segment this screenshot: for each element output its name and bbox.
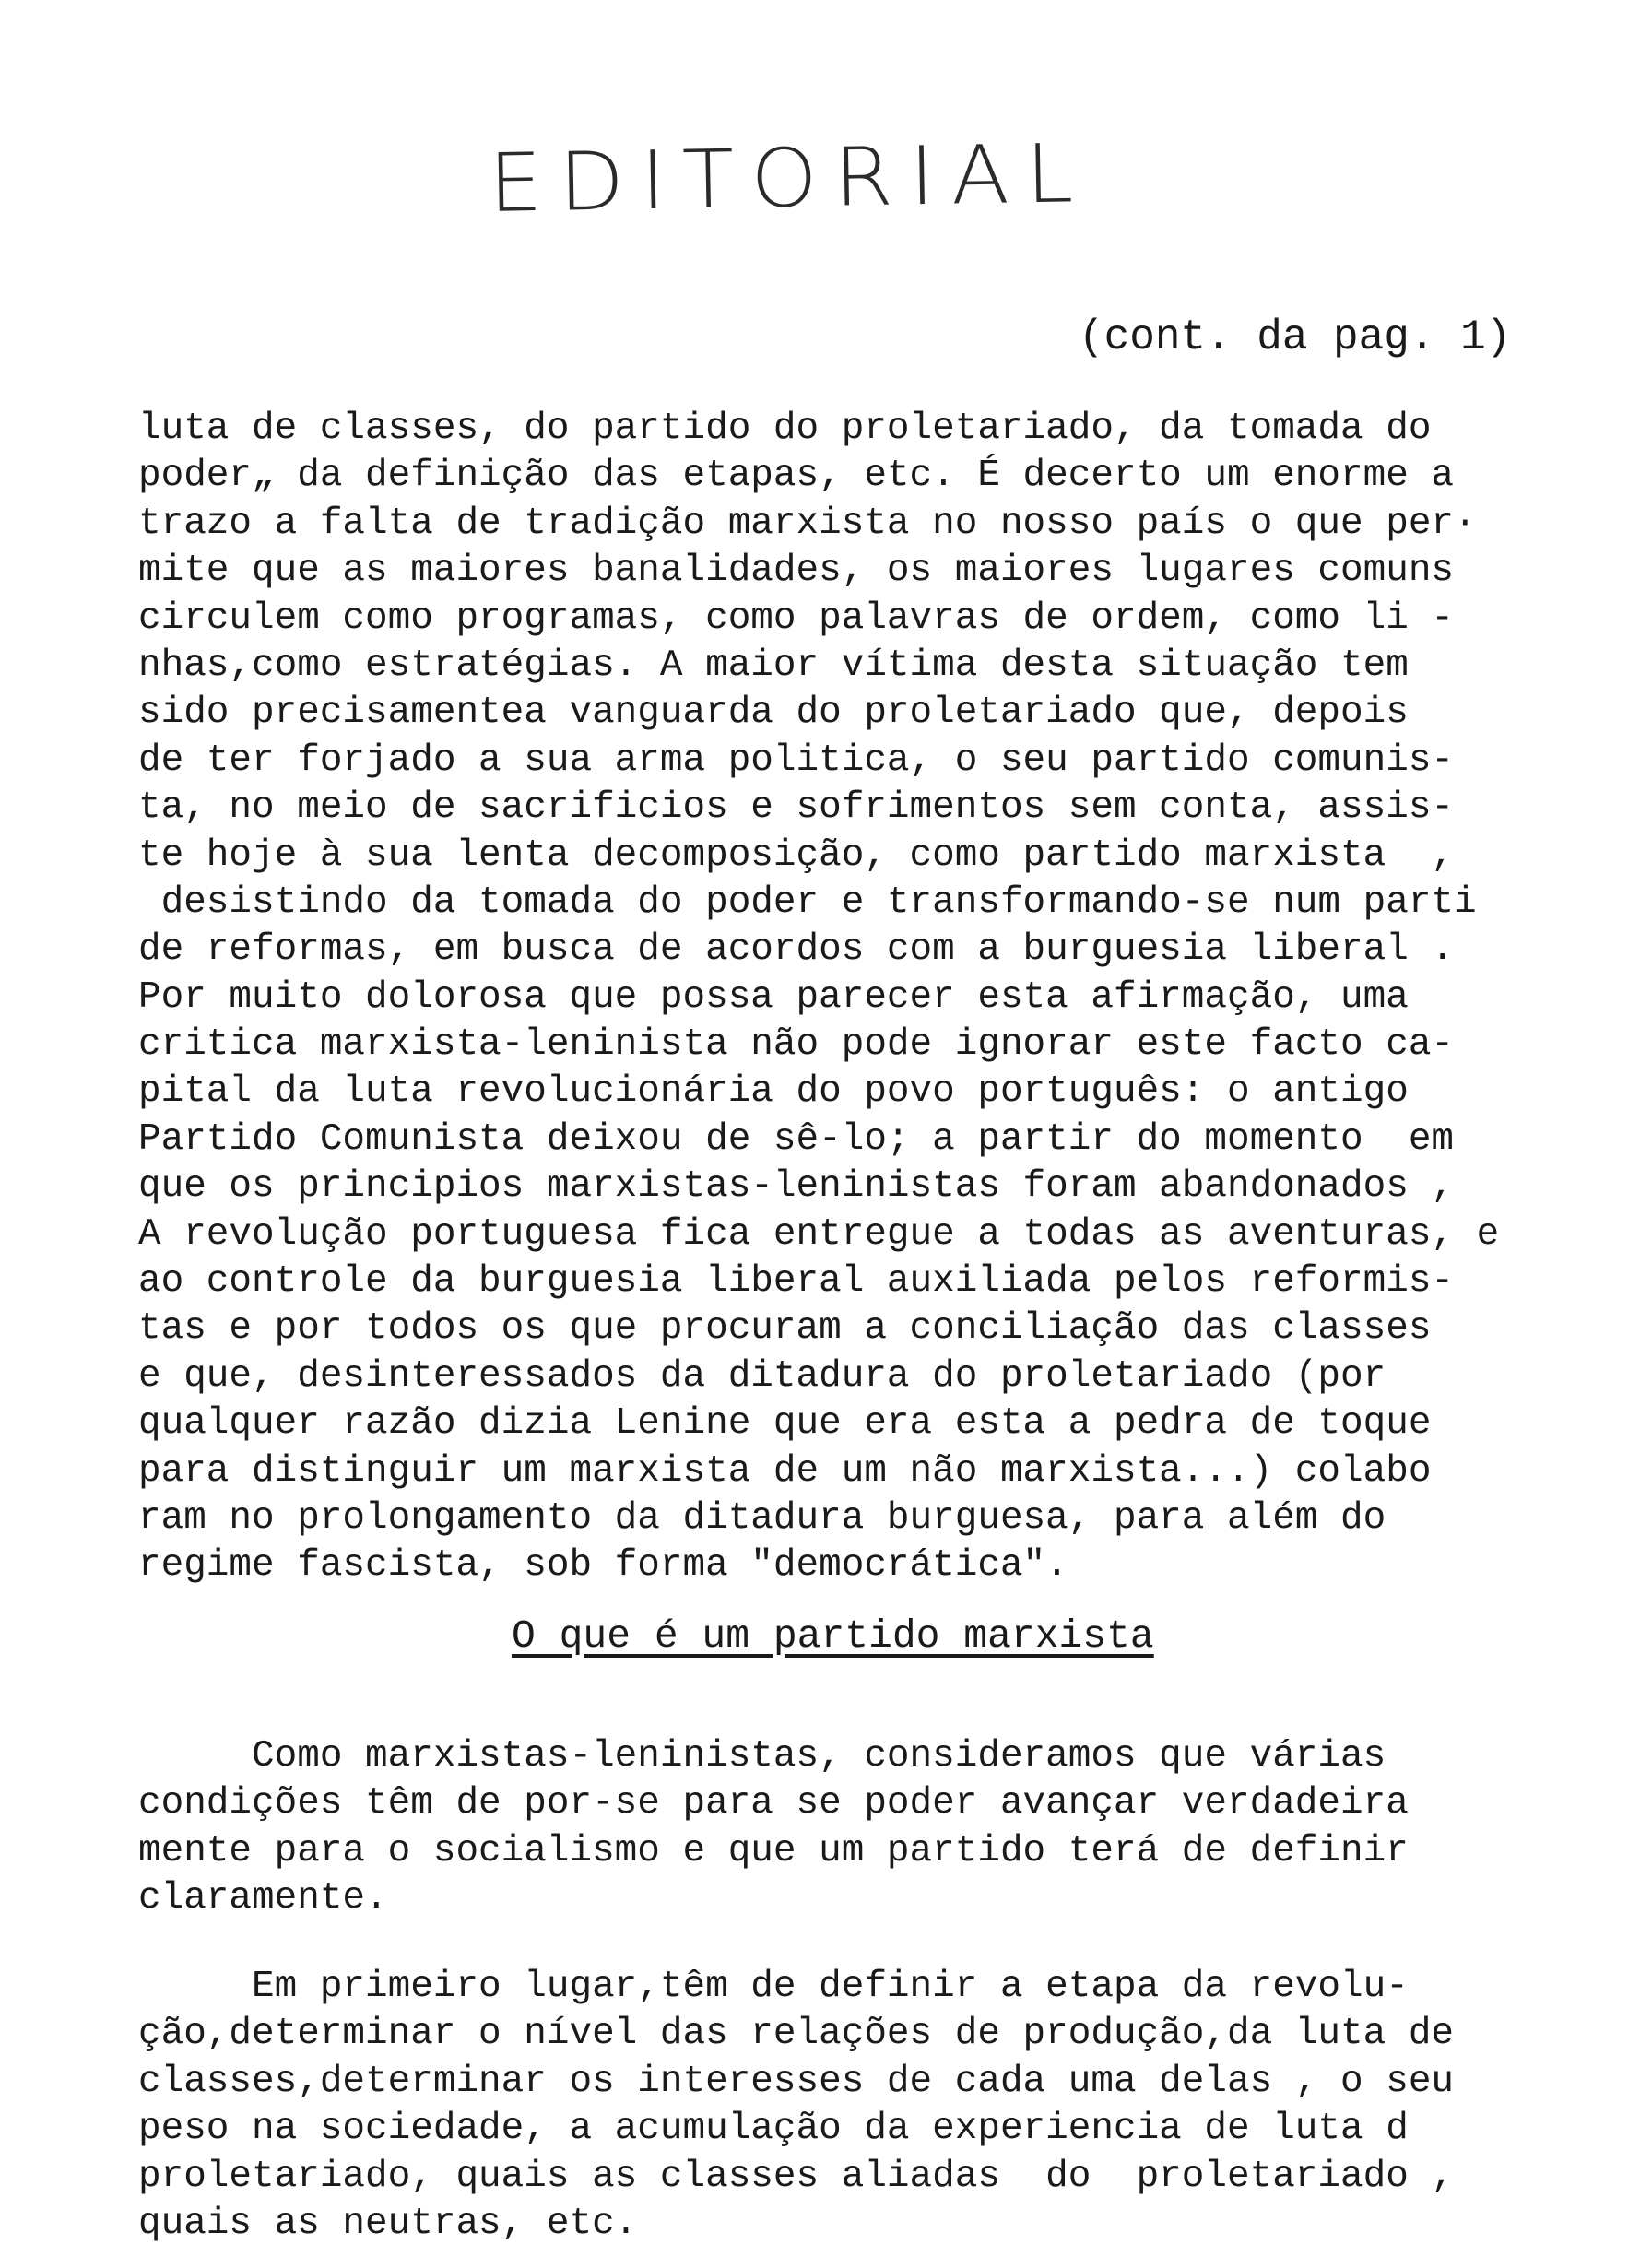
text-line: qualquer razão dizia Lenine que era esta a pedra de toque [138,1402,1432,1446]
continuation-note: (cont. da pag. 1) [1079,313,1512,361]
text-line: proletariado, quais as classes aliadas do proletariado , [138,2155,1455,2198]
text-line: ção,determinar o nível das relações de produção,da luta de [138,2013,1455,2056]
text-line: quais as neutras, etc. [138,2202,638,2245]
text-line: trazo a falta de tradição marxista no nosso país o que per· [138,502,1477,545]
text-line: A revolução portuguesa fica entregue a todas as aventuras, e [138,1212,1500,1256]
text-line: e que, desinteressados da ditadura do proletariado (por [138,1354,1386,1398]
text-line: mente para o socialismo e que um partido terá de definir [138,1829,1409,1872]
text-line: nhas,como estratégias. A maior vítima desta situação tem [138,644,1409,687]
paragraph-3 [138,1964,1613,2248]
text-line: circulem como programas, como palavras de ordem, como li - [138,597,1455,640]
text-line: para distinguir um marxista de um não marxista...) colabo [138,1449,1432,1493]
text-line: peso na sociedade, a acumulação da experiencia de luta d [138,2108,1409,2151]
text-line: critica marxista-leninista não pode ignorar este facto ca- [138,1023,1455,1067]
handwritten-title: EDITORIAL [488,126,1091,230]
text-line: que os principios marxistas-leninistas foram abandonados , [138,1165,1455,1209]
paragraph-2 [138,1733,1613,1923]
text-line: mite que as maiores banalidades, os maiores lugares comuns [138,549,1455,593]
text-line: de ter forjado a sua arma politica, o seu partido comunis- [138,738,1455,782]
text-line: pital da luta revolucionária do povo português: o antigo [138,1070,1409,1114]
paragraph-1 [138,406,1613,1590]
text-line: Por muito dolorosa que possa parecer esta afirmação, uma [138,975,1409,1019]
text-line: poder„ da definição das etapas, etc. É decerto um enorme a [138,455,1455,498]
text-line: regime fascista, sob forma "democrática". [138,1544,1068,1588]
text-line: de reformas, em busca de acordos com a burguesia liberal . [138,928,1455,972]
text-line: desistindo da tomada do poder e transformando-se num parti [138,880,1477,924]
text-line: ram no prolongamento da ditadura burguesa, para além do [138,1496,1386,1540]
text-line: claramente. [138,1877,388,1920]
text-line: te hoje à sua lenta decomposição, como partido marxista , [138,833,1455,877]
text-line: luta de classes, do partido do proletariado, da tomada do [138,408,1432,450]
text-line: ta, no meio de sacrificios e sofrimentos sem conta, assis- [138,786,1455,830]
text-line: sido precisamentea vanguarda do proletariado que, depois [138,691,1409,735]
text-line: tas e por todos os que procuram a conciliação das classes [138,1307,1432,1351]
text-line: ao controle da burguesia liberal auxiliada pelos reformis- [138,1260,1455,1304]
text-line: Partido Comunista deixou de sê-lo; a partir do momento em [138,1117,1455,1161]
section-heading: O que é um partido marxista [512,1613,1154,1659]
text-line: classes,determinar os interesses de cada uma delas , o seu [138,2060,1455,2103]
text-line: Como marxistas-leninistas, consideramos que várias [138,1735,1386,1778]
text-line: condições têm de por-se para se poder avançar verdadeira [138,1782,1409,1825]
text-line: Em primeiro lugar,têm de definir a etapa da revolu- [138,1966,1409,2008]
